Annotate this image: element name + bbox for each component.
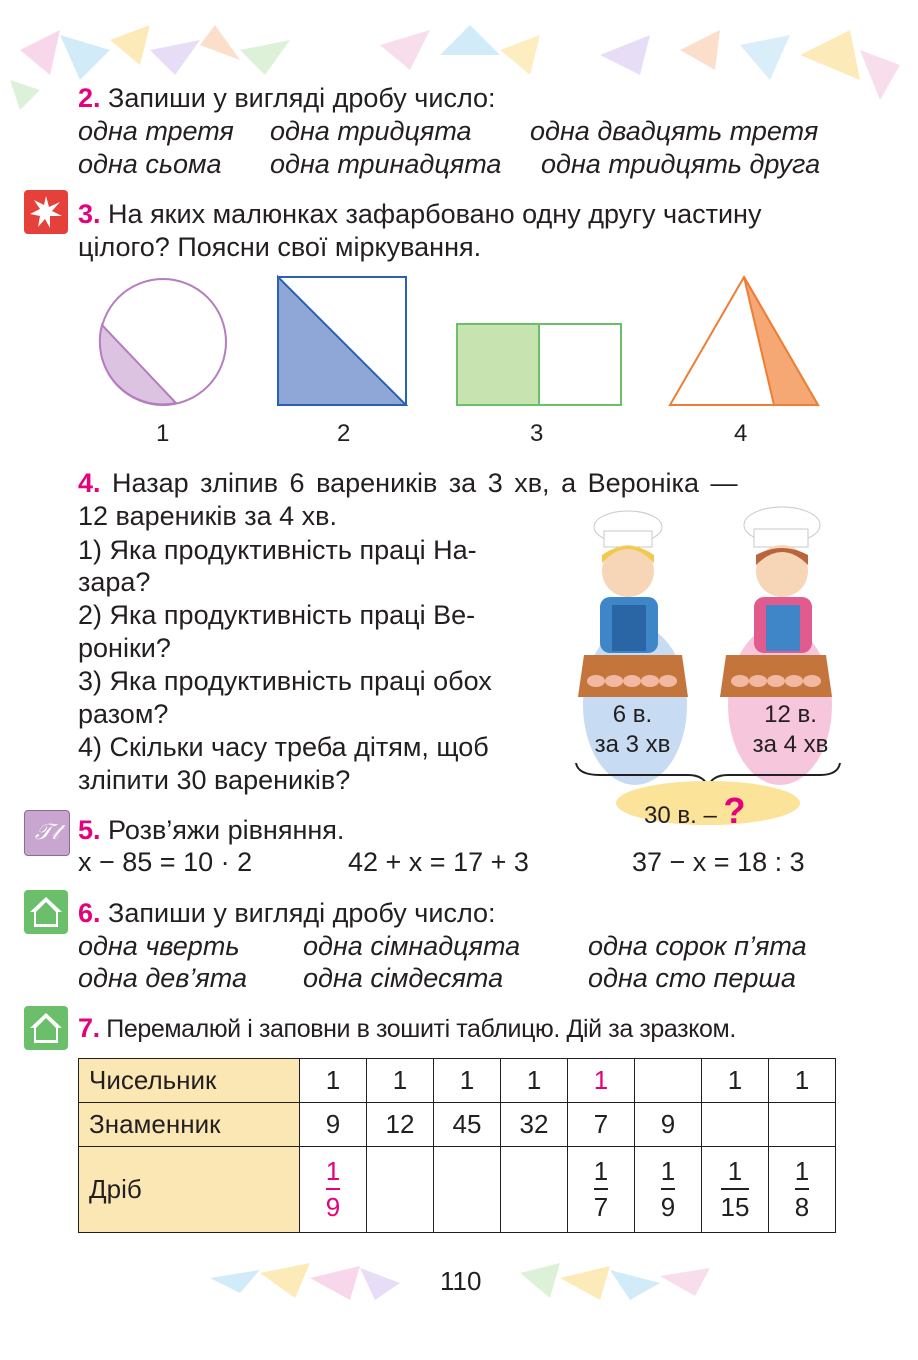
- task4-line2: 12 вареників за 4 хв.: [78, 501, 338, 531]
- task2-item: одна тринадцята: [270, 149, 502, 179]
- cooks-illustration: [570, 505, 850, 835]
- boy-time: за 3 хв: [594, 731, 671, 758]
- figure-label: 1: [156, 420, 170, 447]
- task3-line2: цілого? Поясни свої міркування.: [78, 232, 482, 262]
- fraction-denominator: 7: [593, 1192, 609, 1222]
- denominator-cell: 12: [367, 1103, 434, 1147]
- fraction-cell: [635, 1147, 702, 1233]
- task4-question: разом?: [78, 699, 169, 729]
- task7-number: 7.: [78, 1013, 100, 1043]
- task2-prompt: Запиши у вигляді дробу число:: [108, 83, 496, 113]
- girl-time: за 4 хв: [752, 731, 829, 758]
- fraction-numerator: 1: [325, 1156, 341, 1186]
- fraction-denominator: 15: [720, 1192, 750, 1222]
- figure-label: 3: [530, 420, 544, 447]
- denominator-cell: 9: [300, 1103, 367, 1147]
- fraction-cell: [367, 1147, 434, 1233]
- figure-circle: [100, 279, 226, 405]
- tt-badge-icon: [24, 810, 70, 856]
- task7-prompt: Перемалюй і заповни в зошиті таблицю. Дій за зразком.: [106, 1015, 736, 1043]
- numerator-cell: [635, 1059, 702, 1103]
- task4-number: 4.: [78, 468, 101, 498]
- home-badge-icon: [24, 1006, 68, 1050]
- fraction-cell: [702, 1147, 769, 1233]
- numerator-cell: 1: [300, 1059, 367, 1103]
- boy-caption: [585, 700, 680, 760]
- task6-prompt: Запиши у вигляді дробу число:: [108, 898, 496, 928]
- row-header: Дріб: [79, 1147, 300, 1233]
- task5-prompt: Розв’яжи рівняння.: [108, 815, 345, 845]
- fraction-numerator: 1: [794, 1156, 810, 1186]
- numerator-cell: 1: [769, 1059, 836, 1103]
- task6-item: одна дев’ята: [78, 963, 247, 993]
- denominator-cell: 7: [568, 1103, 635, 1147]
- question-mark: ?: [723, 790, 746, 831]
- denominator-cell: 32: [501, 1103, 568, 1147]
- figure-label: 4: [734, 420, 748, 447]
- task4-question: роніки?: [78, 633, 171, 663]
- boy-count: 6 в.: [612, 701, 653, 728]
- task3-line1: [78, 198, 761, 231]
- figure-triangle: [670, 277, 818, 405]
- task2-item: одна двадцять третя: [530, 116, 819, 146]
- task4-question: 1) Яка продуктивність праці На-: [78, 535, 477, 565]
- task2-item: одна третя: [78, 116, 234, 146]
- row-header: Чисельник: [79, 1059, 300, 1103]
- equation: x − 85 = 10 · 2: [78, 847, 253, 877]
- fraction-cell: [300, 1147, 367, 1233]
- fraction-cell: [568, 1147, 635, 1233]
- task3-figures: [90, 270, 850, 415]
- home-badge-icon: [24, 890, 68, 934]
- fraction-denominator: 8: [794, 1192, 810, 1222]
- fraction-cell: [434, 1147, 501, 1233]
- task4-question: 4) Скільки часу треба дітям, щоб: [78, 732, 489, 762]
- task4-text: Назар зліпив 6 вареників за 3 хв, а Вероніка —: [112, 468, 738, 498]
- task6-heading: [78, 897, 496, 930]
- table-row: [79, 1103, 836, 1147]
- girl-cook-icon: [744, 507, 820, 653]
- task4-question: 2) Яка продуктивність праці Ве-: [78, 600, 476, 630]
- equation: 42 + x = 17 + 3: [348, 847, 529, 877]
- task4-question: 3) Яка продуктивність праці обох: [78, 666, 492, 696]
- task3-number: 3.: [78, 199, 101, 229]
- fraction-numerator: 1: [660, 1156, 676, 1186]
- table-row: [79, 1147, 836, 1233]
- row-header: Знаменник: [79, 1103, 300, 1147]
- star-badge-icon: [24, 190, 68, 234]
- task4-question: зара?: [78, 567, 151, 597]
- task4-line1: [78, 467, 737, 500]
- total-label: [644, 790, 745, 832]
- numerator-cell: 1: [367, 1059, 434, 1103]
- numerator-cell: 1: [568, 1059, 635, 1103]
- denominator-cell: 9: [635, 1103, 702, 1147]
- task6-number: 6.: [78, 898, 101, 928]
- fraction-denominator: 9: [660, 1192, 676, 1222]
- task2-heading: [78, 82, 496, 115]
- tt-glyph: 𝒯𝓉: [34, 820, 60, 845]
- task6-item: одна сімнадцята: [303, 931, 521, 961]
- figure-rectangle: [457, 324, 621, 405]
- total-text: 30 в. –: [644, 802, 717, 829]
- task4-question: зліпити 30 вареників?: [78, 765, 351, 795]
- task5-heading: [78, 814, 344, 847]
- task6-item: одна сто перша: [588, 963, 796, 993]
- table-row: [79, 1059, 836, 1103]
- task6-item: одна сорок п’ята: [588, 931, 807, 961]
- task6-item: одна сімдесята: [303, 963, 504, 993]
- task6-item: одна чверть: [78, 931, 240, 961]
- task2-item: одна тридцять друга: [541, 149, 821, 179]
- task2-item: одна тридцята: [270, 116, 472, 146]
- task3-text: На яких малюнках зафарбовано одну другу частину: [108, 199, 762, 229]
- task2-number: 2.: [78, 83, 101, 113]
- girl-caption: [738, 700, 843, 760]
- denominator-cell: [769, 1103, 836, 1147]
- equation: 37 − x = 18 : 3: [632, 847, 805, 877]
- task7-heading: [78, 1012, 736, 1046]
- fraction-cell: [769, 1147, 836, 1233]
- fraction-numerator: 1: [593, 1156, 609, 1186]
- denominator-cell: [702, 1103, 769, 1147]
- girl-count: 12 в.: [764, 701, 817, 728]
- denominator-cell: 45: [434, 1103, 501, 1147]
- task5-number: 5.: [78, 815, 101, 845]
- task2-item: одна сьома: [78, 149, 222, 179]
- numerator-cell: 1: [501, 1059, 568, 1103]
- figure-label: 2: [337, 420, 351, 447]
- fraction-numerator: 1: [727, 1156, 743, 1186]
- fraction-denominator: 9: [325, 1192, 341, 1222]
- numerator-cell: 1: [434, 1059, 501, 1103]
- boy-cook-icon: [594, 511, 662, 653]
- fraction-cell: [501, 1147, 568, 1233]
- figure-square: [278, 277, 406, 405]
- page-number: 110: [440, 1266, 482, 1296]
- numerator-cell: 1: [702, 1059, 769, 1103]
- fraction-table: [78, 1058, 836, 1233]
